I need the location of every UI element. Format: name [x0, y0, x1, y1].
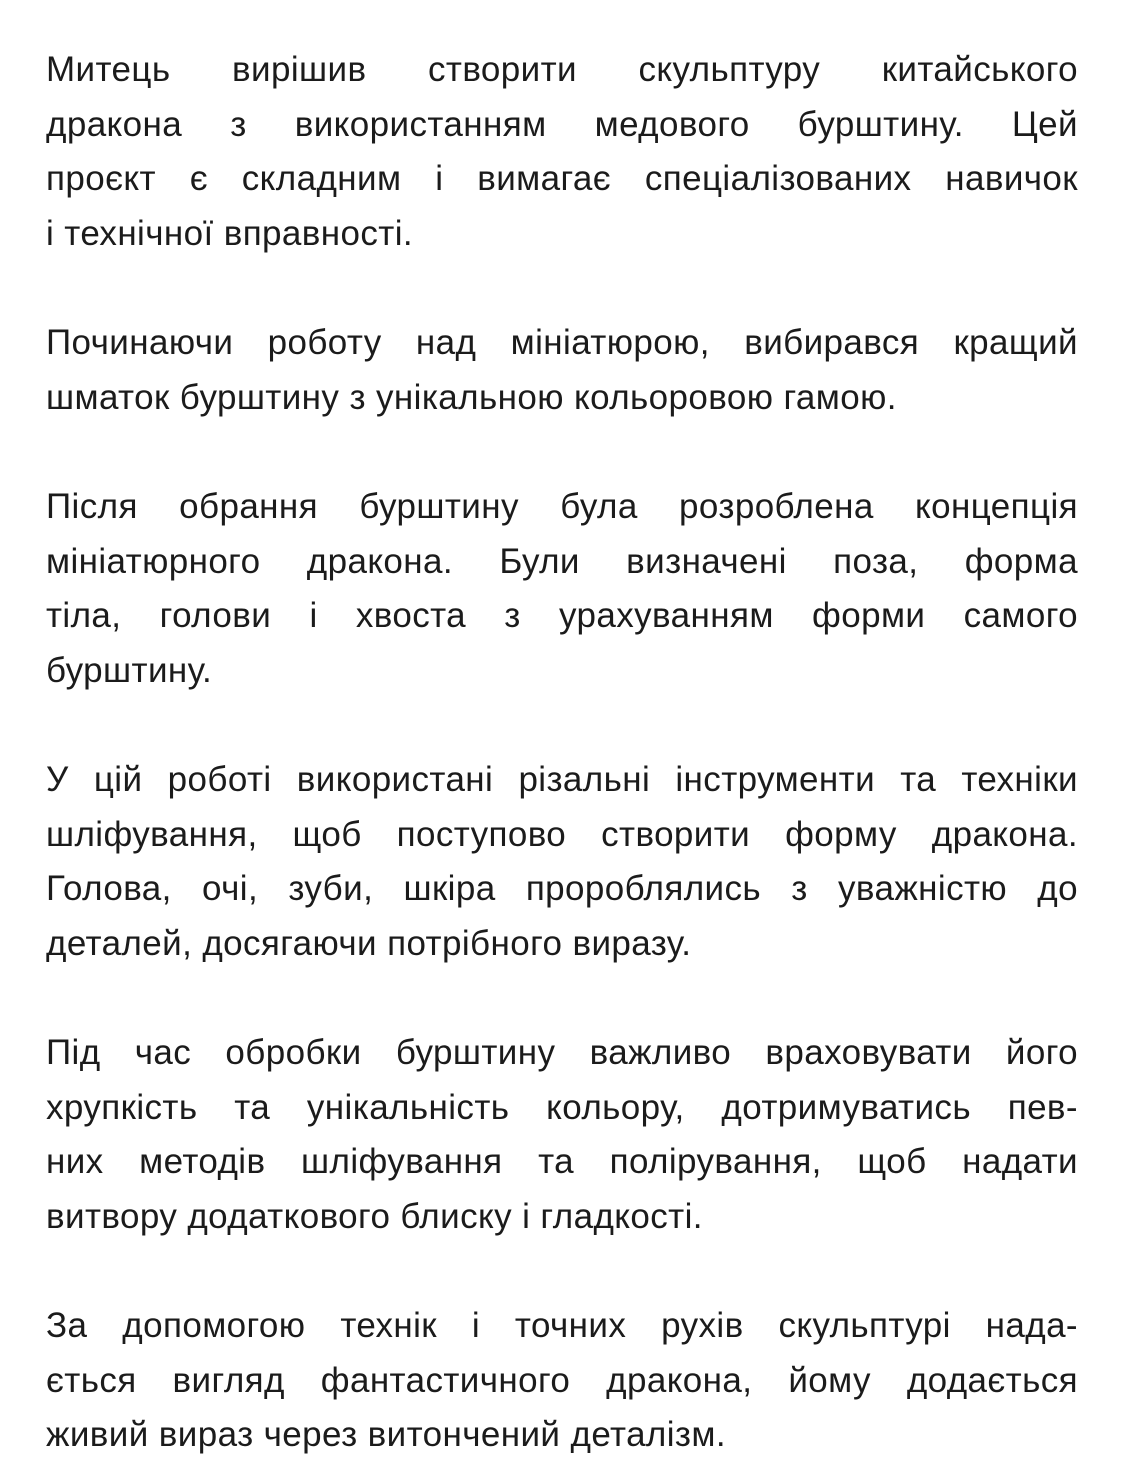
- paragraph: [46, 316, 1078, 425]
- paragraph-spacer: [46, 1244, 1078, 1299]
- paragraph: [46, 753, 1078, 971]
- text-line: Під час обробки бурштину важливо враховувати його: [46, 1033, 1078, 1072]
- text-line: шліфування, щоб поступово створити форму дракона.: [46, 814, 1078, 854]
- text-line: Митець вирішив створити скульптуру китайського: [46, 50, 1078, 89]
- text-line: мініатюрного дракона. Були визначені поза, форма: [46, 541, 1078, 581]
- paragraph-spacer: [46, 261, 1078, 316]
- text-line: них методів шліфування та полірування, щоб надати: [46, 1142, 1078, 1181]
- paragraph-spacer: [46, 698, 1078, 753]
- paragraph-spacer: [46, 971, 1078, 1026]
- text-line: живий вираз через витончений деталізм.: [46, 1415, 726, 1454]
- text-line: шматок бурштину з унікальною кольоровою гамою.: [46, 377, 897, 417]
- text-line: тіла, голови і хвоста з урахуванням форми самого: [46, 596, 1078, 635]
- text-line: Після обрання бурштину була розроблена концепція: [46, 487, 1078, 526]
- text-line: і технічної вправності.: [46, 213, 414, 253]
- paragraph: [46, 480, 1078, 698]
- text-line: витвору додаткового блиску і гладкості.: [46, 1196, 703, 1236]
- paragraph: [46, 1299, 1078, 1463]
- article-text: [46, 43, 1078, 1463]
- paragraph: [46, 43, 1078, 261]
- paragraph: [46, 1026, 1078, 1244]
- text-line: За допомогою технік і точних рухів скульптурі нада-: [46, 1306, 1078, 1345]
- paragraph-spacer: [46, 425, 1078, 480]
- text-line: деталей, досягаючи потрібного виразу.: [46, 923, 692, 963]
- text-line: У цій роботі використані різальні інструменти та техніки: [46, 760, 1078, 799]
- text-line: проєкт є складним і вимагає спеціалізованих навичок: [46, 159, 1078, 198]
- text-line: ється вигляд фантастичного дракона, йому додається: [46, 1360, 1078, 1400]
- text-line: дракона з використанням медового бурштину. Цей: [46, 104, 1078, 144]
- text-line: Голова, очі, зуби, шкіра пророблялись з уважністю до: [46, 869, 1078, 908]
- text-line: хрупкість та унікальність кольору, дотримуватись пев-: [46, 1087, 1078, 1127]
- text-line: бурштину.: [46, 650, 213, 690]
- text-line: Починаючи роботу над мініатюрою, вибирався кращий: [46, 323, 1078, 362]
